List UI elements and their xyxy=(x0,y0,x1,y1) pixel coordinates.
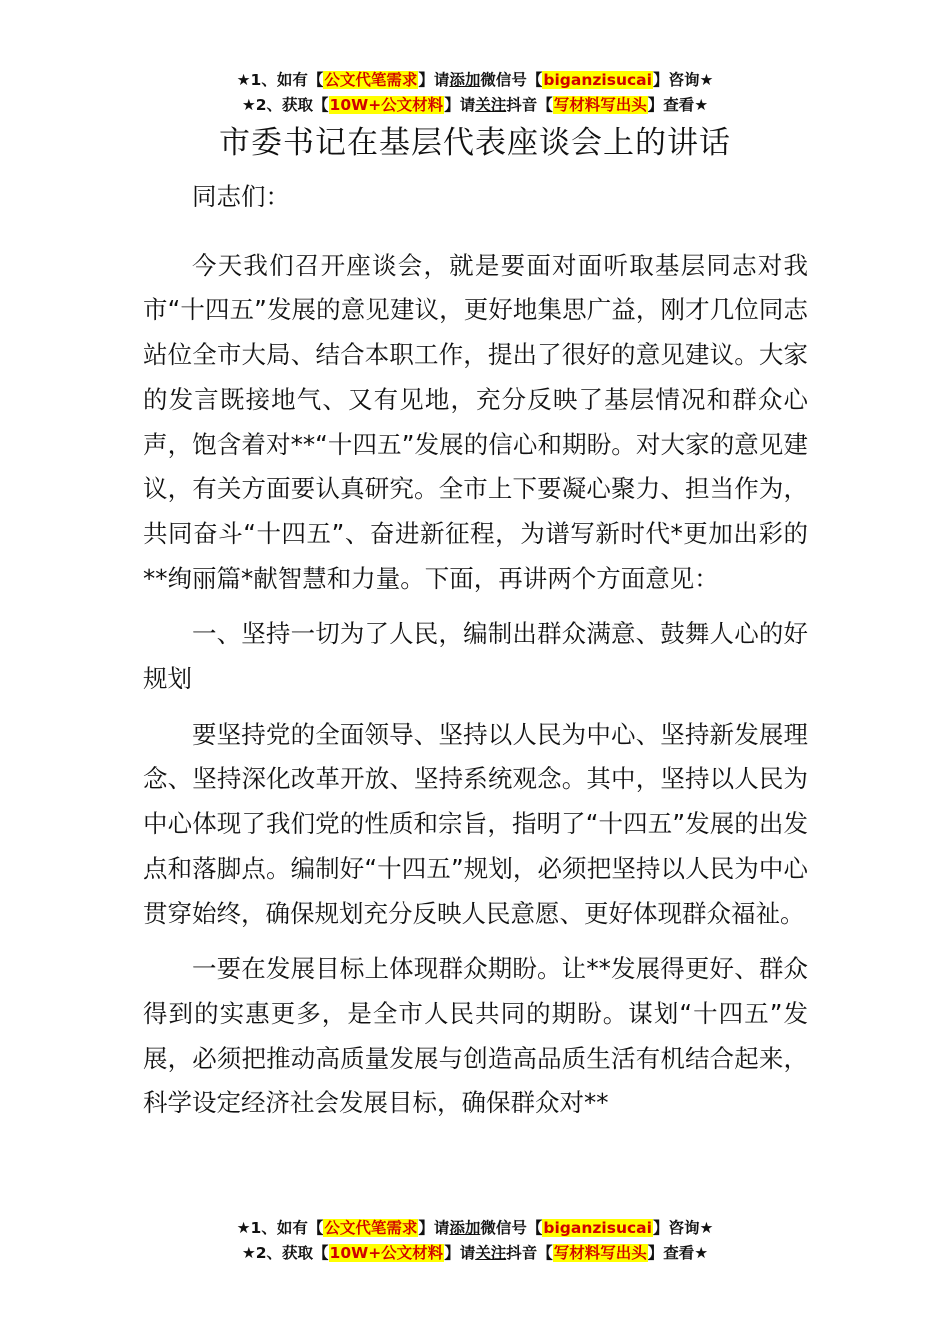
promo-underlined: 添加 xyxy=(449,71,481,89)
promo-text: 】咨询★ xyxy=(652,1219,714,1237)
promo-text: 】查看★ xyxy=(647,96,709,114)
promo-text: 微信号【 xyxy=(480,71,543,89)
promo-footer xyxy=(0,1216,950,1266)
greeting: 同志们： xyxy=(192,182,290,211)
promo-text: 】请 xyxy=(418,1219,450,1237)
promo-text: 】请 xyxy=(418,71,450,89)
promo-text: ★1、如有【 xyxy=(236,1219,324,1237)
page-title: 市委书记在基层代表座谈会上的讲话 xyxy=(219,125,731,161)
promo-text: ★2、获取【 xyxy=(241,96,329,114)
section-heading: 一、坚持一切为了人民，编制出群众满意、鼓舞人心的好规划 xyxy=(143,619,808,694)
paragraph-principles: 要坚持党的全面领导、坚持以人民为中心、坚持新发展理念、坚持深化改革开放、坚持系统观念。其中，坚持以人民为中心体现了我们党的性质和宗旨，指明了“十四五”发展的出发点和落脚点。编制好“十四五”规划，必须把坚持以人民为中心贯穿始终，确保规划充分反映人民意愿、更好体现群众福祉。 xyxy=(143,719,808,928)
promo-line-1 xyxy=(0,68,950,93)
promo-underlined: 添加 xyxy=(449,1219,481,1237)
promo-underlined: 关注 xyxy=(475,96,507,114)
promo-highlight: 公文代笔需求 xyxy=(324,1219,418,1237)
promo-text: ★2、获取【 xyxy=(241,1244,329,1262)
paragraph-intro: 今天我们召开座谈会，就是要面对面听取基层同志对我市“十四五”发展的意见建议，更好地集思广益，刚才几位同志站位全市大局、结合本职工作，提出了很好的意见建议。大家的发言既接地气、又有见地，充分反映了基层情况和群众心声，饱含着对**“十四五”发展的信心和期盼。对大家的意见建议，有关方面要认真研究。全市上下要凝心聚力、担当作为，共同奋斗“十四五”、奋进新征程，为谱写新时代*更加出彩的**绚丽篇*献智慧和力量。下面，再讲两个方面意见： xyxy=(143,250,808,593)
promo-wechat-id: biganzisucai xyxy=(543,1219,652,1237)
document-body xyxy=(143,175,808,1137)
promo-text: ★1、如有【 xyxy=(236,71,324,89)
paragraph-goals: 一要在发展目标上体现群众期盼。让**发展得更好、群众得到的实惠更多，是全市人民共同的期盼。谋划“十四五”发展，必须把推动高质量发展与创造高品质生活有机结合起来，科学设定经济社会发展目标，确保群众对** xyxy=(143,954,808,1118)
promo-text: 】请 xyxy=(444,1244,476,1262)
promo-wechat-id: biganzisucai xyxy=(543,71,652,89)
promo-douyin-id: 写材料写出头 xyxy=(553,96,647,114)
promo-text: 】咨询★ xyxy=(652,71,714,89)
promo-highlight: 10W+公文材料 xyxy=(329,96,444,114)
promo-highlight: 10W+公文材料 xyxy=(329,1244,444,1262)
promo-douyin-id: 写材料写出头 xyxy=(553,1244,647,1262)
promo-text: 】查看★ xyxy=(647,1244,709,1262)
promo-text: 】请 xyxy=(444,96,476,114)
promo-highlight: 公文代笔需求 xyxy=(324,71,418,89)
promo-text: 微信号【 xyxy=(480,1219,543,1237)
promo-text: 抖音【 xyxy=(506,1244,553,1262)
promo-text: 抖音【 xyxy=(506,96,553,114)
promo-line-2 xyxy=(0,1241,950,1266)
promo-underlined: 关注 xyxy=(475,1244,507,1262)
promo-line-2 xyxy=(0,93,950,118)
promo-header xyxy=(0,68,950,118)
promo-line-1 xyxy=(0,1216,950,1241)
